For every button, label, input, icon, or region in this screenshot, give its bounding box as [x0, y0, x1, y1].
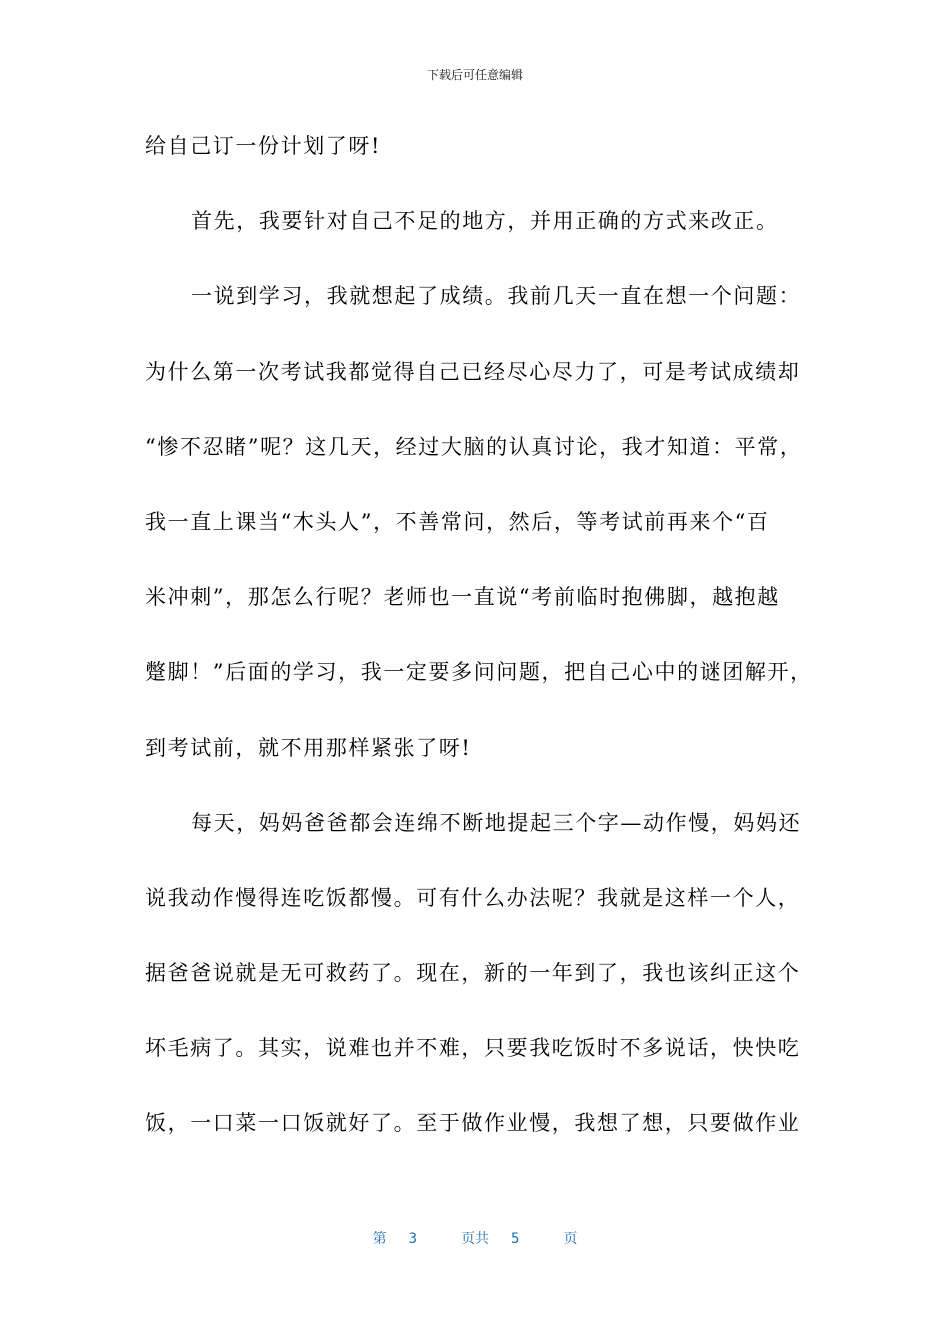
text-line: 坏毛病了。其实，说难也并不难，只要我吃饭时不多说话，快快吃 — [145, 1036, 801, 1061]
footer-suffix: 页 — [563, 1231, 578, 1247]
paragraph-first-line: 每天，妈妈爸爸都会连绵不断地提起三个字—动作慢，妈妈还 — [191, 810, 802, 835]
text-line: 米冲刺”，那怎么行呢？老师也一直说“考前临时抱佛脚，越抱越 — [145, 585, 780, 610]
text-line: 给自己订一份计划了呀! — [145, 134, 382, 158]
document-body — [145, 126, 813, 1179]
total-pages-number: 5 — [511, 1231, 520, 1247]
text-line: 说我动作慢得连吃饭都慢。可有什么办法呢？我就是这样一个人， — [145, 885, 801, 910]
text-line: 蹩脚！”后面的学习，我一定要多问问题，把自己心中的谜团解开， — [145, 660, 813, 685]
paragraph-first-line: 首先，我要针对自己不足的地方，并用正确的方式来改正。 — [191, 209, 779, 234]
text-line: “惨不忍睹”呢？这几天，经过大脑的认真讨论，我才知道：平常， — [145, 434, 803, 459]
text-line: 为什么第一次考试我都觉得自己已经尽心尽力了，可是考试成绩却 — [145, 359, 801, 384]
text-line: 据爸爸说就是无可救药了。现在，新的一年到了，我也该纠正这个 — [145, 961, 801, 986]
page-header-note: 下载后可任意编辑 — [426, 68, 523, 82]
footer-middle: 页共 — [461, 1231, 489, 1247]
page-number-footer — [0, 1228, 950, 1250]
text-line: 我一直上课当“木头人”，不善常问，然后，等考试前再来个“百 — [145, 509, 770, 534]
paragraph-first-line: 一说到学习，我就想起了成绩。我前几天一直在想一个问题： — [191, 284, 802, 309]
current-page-number: 3 — [408, 1231, 417, 1247]
text-line: 到考试前，就不用那样紧张了呀! — [145, 735, 472, 760]
text-line: 饭，一口菜一口饭就好了。至于做作业慢，我想了想，只要做作业 — [145, 1111, 801, 1136]
footer-prefix: 第 — [372, 1231, 387, 1247]
